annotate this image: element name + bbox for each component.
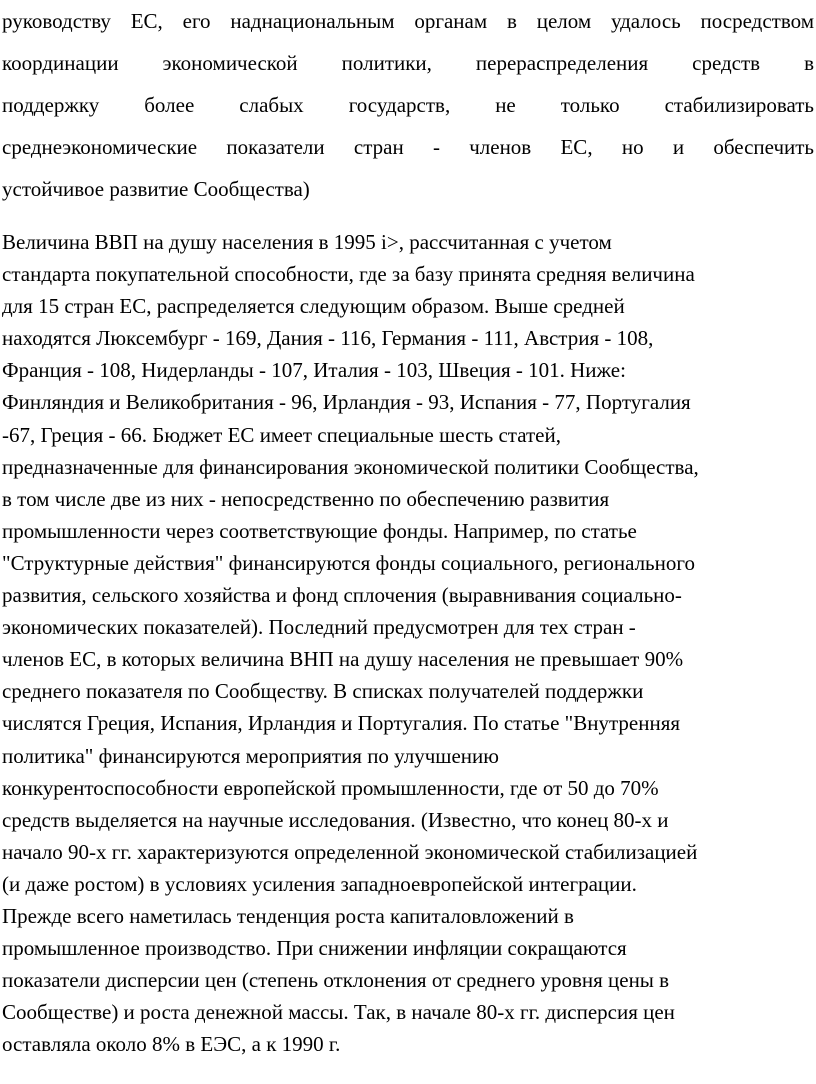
text-line: числятся Греция, Испания, Ирландия и Португалия. По статье "Внутренняя <box>2 711 681 736</box>
text-line: Величина ВВП на душу населения в 1995 i>, рассчитанная с учетом <box>2 230 612 254</box>
text-line: экономических показателей). Последний предусмотрен для тех стран - <box>2 615 636 640</box>
text-line: среднего показателя по Сообществу. В списках получателей поддержки <box>2 679 644 704</box>
paragraph-1 <box>2 0 814 210</box>
text-line: развития, сельского хозяйства и фонд сплочения (выравнивания социально- <box>2 583 682 608</box>
text-line: конкурентоспособности европейской промышленности, где от 50 до 70% <box>2 775 659 800</box>
text-line: в том числе две из них - непосредственно по обеспечению развития <box>2 486 610 511</box>
text-line: "Структурные действия" финансируются фонды социального, регионального <box>2 550 695 575</box>
document-page <box>2 0 814 1057</box>
text-line: членов ЕС, в которых величина ВНП на душу населения не превышает 90% <box>2 647 684 672</box>
text-line: среднеэкономические показатели стран - членов ЕС, но и обеспечить <box>2 135 814 159</box>
text-line: -67, Греция - 66. Бюджет ЕС имеет специальные шесть статей, <box>2 422 561 447</box>
text-line: устойчивое развитие Сообщества) <box>2 177 310 201</box>
text-line: стандарта покупательной способности, где за базу принята средняя величина <box>2 262 695 287</box>
text-line: показатели дисперсии цен (степень отклонения от среднего уровня цены в <box>2 968 670 993</box>
text-line: Сообществе) и роста денежной массы. Так, в начале 80-х гг. дисперсия цен <box>2 1000 675 1025</box>
text-line: оставляла около 8% в ЕЭС, а к 1990 г. <box>2 1032 341 1057</box>
text-line: руководству ЕС, его наднациональным органам в целом удалось посредством <box>2 9 814 33</box>
text-line: (и даже ростом) в условиях усиления западноевропейской интеграции. <box>2 871 637 896</box>
text-line: Франция - 108, Нидерланды - 107, Италия - 103, Швеция - 101. Ниже: <box>2 358 626 383</box>
text-line: начало 90-х гг. характеризуются определенной экономической стабилизацией <box>2 839 698 864</box>
text-line: координации экономической политики, перераспределения средств в <box>2 51 814 75</box>
text-line: Финляндия и Великобритания - 96, Ирландия - 93, Испания - 77, Португалия <box>2 390 691 415</box>
text-line: предназначенные для финансирования экономической политики Сообщества, <box>2 454 699 479</box>
text-line: средств выделяется на научные исследования. (Известно, что конец 80-х и <box>2 807 669 832</box>
text-line: промышленности через соответствующие фонды. Например, по статье <box>2 518 637 543</box>
text-line: для 15 стран ЕС, распределяется следующим образом. Выше средней <box>2 294 625 319</box>
text-line: промышленное производство. При снижении инфляции сокращаются <box>2 936 627 961</box>
text-line: находятся Люксембург - 169, Дания - 116, Германия - 111, Австрия - 108, <box>2 326 654 351</box>
text-line: поддержку более слабых государств, не только стабилизировать <box>2 93 814 117</box>
text-line: Прежде всего наметилась тенденция роста капиталовложений в <box>2 903 574 928</box>
paragraph-2 <box>2 226 814 1060</box>
text-line: политика" финансируются мероприятия по улучшению <box>2 743 499 768</box>
